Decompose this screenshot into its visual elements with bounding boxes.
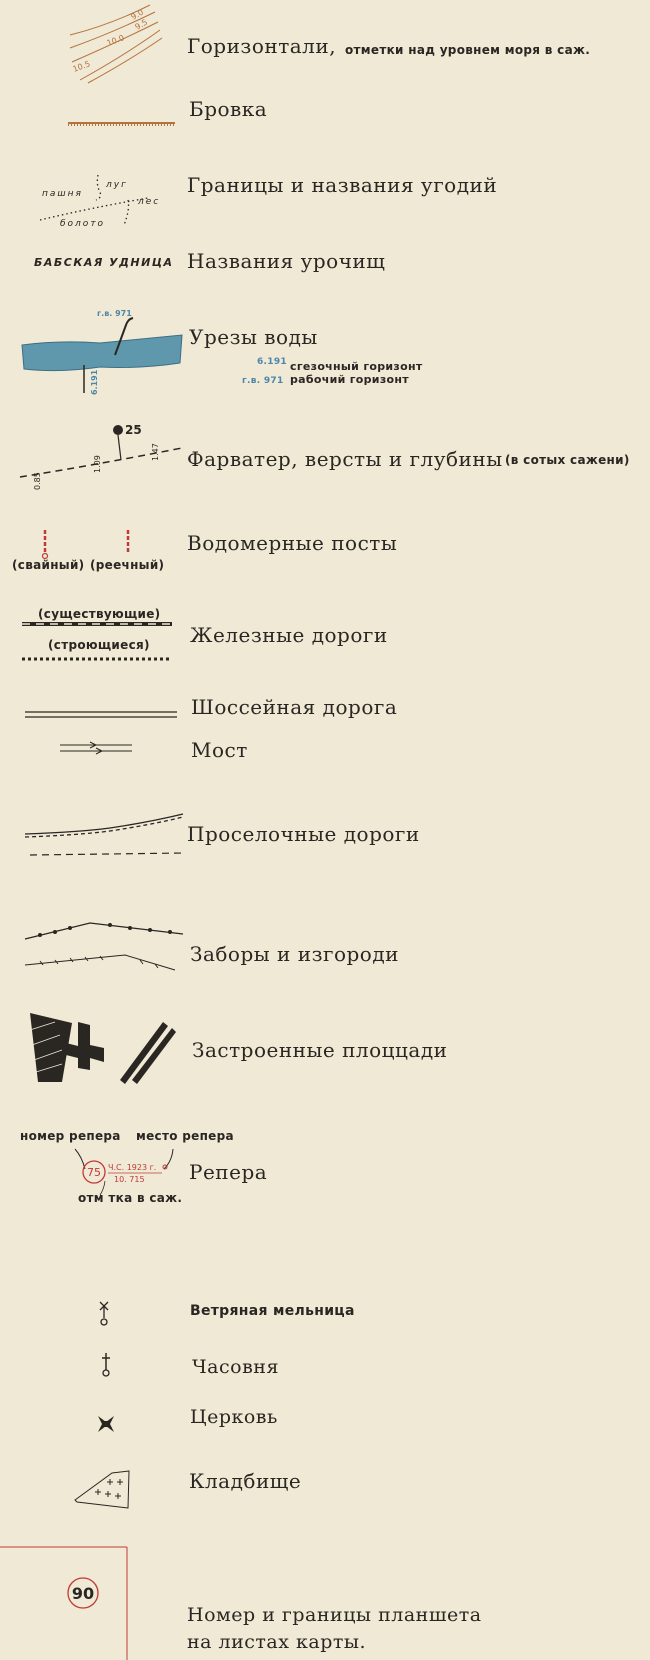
- buoy-icon: [113, 425, 123, 435]
- contour-lines-symbol: [0, 0, 180, 95]
- land-name-label: пашня: [42, 189, 83, 199]
- chapel-label: Часовня: [192, 1356, 279, 1378]
- cemetery-symbol: [0, 1465, 140, 1515]
- windmill-icon: [0, 1298, 120, 1330]
- benchmarks-label: Репера: [189, 1160, 268, 1184]
- depth-value: 1.47: [151, 443, 160, 461]
- low-level-mark: 6.191: [90, 369, 99, 395]
- depth-value: 0.85: [33, 472, 42, 490]
- cemetery-label: Кладбище: [189, 1469, 302, 1493]
- contours-label: Горизонтали,: [187, 34, 337, 58]
- land-name-label: болото: [60, 219, 106, 229]
- church-label: Церковь: [190, 1406, 278, 1428]
- benchmark-date: Ч.С. 1923 г.: [108, 1163, 157, 1172]
- buoy-number: 25: [125, 423, 142, 437]
- highway-label: Шоссейная дорога: [191, 695, 398, 719]
- fences-symbol: [0, 915, 200, 975]
- water-cuts-label: Урезы воды: [189, 325, 318, 349]
- bridge-symbol: [0, 741, 180, 755]
- contour-value-label: 9.5: [133, 17, 150, 32]
- brow-symbol: [0, 118, 180, 130]
- built-up-symbol: [0, 1010, 190, 1085]
- land-name-label: луг: [106, 180, 128, 190]
- working-level-value: г.в. 971: [242, 376, 284, 386]
- benchmark-mark-note: отм тка в саж.: [78, 1191, 183, 1205]
- church-icon: [0, 1410, 120, 1440]
- railway-building-label: (строющиеся): [48, 638, 150, 652]
- fairway-label: Фарватер, версты и глубины: [187, 447, 503, 471]
- sheet-symbol: [0, 1545, 140, 1660]
- fairway-note: (в сотых сажени): [505, 453, 630, 467]
- brow-label: Бровка: [189, 97, 268, 121]
- river-gauge-label: (реечный): [90, 558, 165, 572]
- railway-existing-label: (существующие): [38, 607, 161, 621]
- highway-symbol: [0, 709, 180, 721]
- water-gauges-symbol: [0, 528, 180, 560]
- low-level-value: 6.191: [257, 357, 287, 367]
- built-up-label: Застроенные плоццади: [192, 1038, 448, 1062]
- gauges-label: Водомерные посты: [187, 531, 398, 555]
- depth-value: 1.09: [93, 455, 102, 473]
- contours-note: отметки над уровнем моря в саж.: [345, 43, 591, 57]
- windmill-label: Ветряная мельница: [190, 1303, 355, 1319]
- benchmark-number: 75: [87, 1166, 101, 1179]
- fences-label: Заборы и изгороди: [190, 942, 399, 966]
- country-roads-symbol: [0, 810, 190, 860]
- chapel-icon: [0, 1350, 120, 1380]
- benchmark-height: 10. 715: [114, 1175, 145, 1184]
- railway-existing-symbol: [0, 621, 180, 629]
- bridge-label: Мост: [191, 738, 248, 762]
- benchmark-place-note: место репера: [136, 1129, 234, 1143]
- pile-gauge-label: (свайный): [12, 558, 85, 572]
- working-level-note: рабочий горизонт: [290, 373, 409, 386]
- contour-value-label: 9.0: [129, 7, 146, 22]
- country-roads-label: Проселочные дороги: [187, 822, 420, 846]
- lands-label: Границы и названия угодий: [187, 173, 498, 197]
- place-name-sample: БАБСКАЯ УДНИЦА: [34, 256, 174, 269]
- fairway-symbol: [0, 415, 190, 495]
- working-level-mark: г.в. 971: [97, 309, 132, 318]
- contour-value-label: 10.5: [71, 59, 92, 74]
- place-names-label: Названия урочищ: [187, 249, 386, 273]
- contour-value-label: 10.0: [105, 33, 126, 48]
- land-boundaries-symbol: [0, 170, 180, 240]
- sheet-label-line2: на листах карты.: [187, 1631, 367, 1653]
- sheet-number: 90: [71, 1584, 95, 1603]
- benchmark-number-note: номер репера: [20, 1129, 121, 1143]
- benchmark-symbol: [0, 1145, 190, 1197]
- water-cuts-symbol: [0, 305, 200, 400]
- railways-label: Железные дороги: [190, 623, 388, 647]
- sheet-label: Номер и границы планшета: [187, 1604, 482, 1626]
- railway-building-symbol: [0, 656, 180, 664]
- low-level-note: сгезочный горизонт: [290, 360, 423, 373]
- land-name-label: лес: [138, 197, 161, 207]
